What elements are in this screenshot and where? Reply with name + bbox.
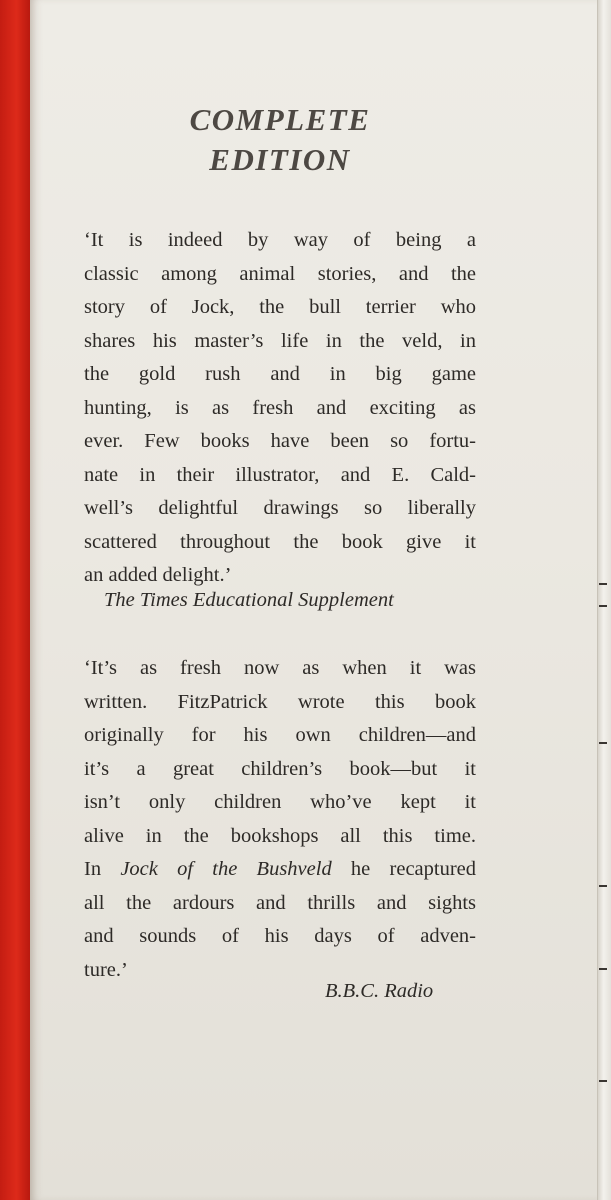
title-line-1: COMPLETE: [189, 102, 371, 137]
quote-line: it’s a great children’s book—but it: [84, 757, 476, 780]
review-quote-times: [84, 224, 476, 593]
quote-line: and sounds of his days of adven-: [84, 925, 476, 947]
quote-line: hunting, is as fresh and exciting as: [84, 396, 476, 419]
edge-mark: [599, 1080, 607, 1082]
quote-line: an added delight.’: [84, 564, 232, 586]
quote-line: alive in the bookshops all this time.: [84, 824, 476, 847]
quote-line: ‘It is indeed by way of being a: [84, 229, 476, 251]
attribution-times: The Times Educational Supplement: [104, 589, 394, 611]
quote-line: the gold rush and in big game: [84, 363, 476, 385]
quote-line: story of Jock, the bull terrier who: [84, 296, 476, 318]
red-spine: [0, 0, 30, 1200]
edge-mark: [599, 742, 607, 744]
quote-line: ture.’: [84, 958, 128, 981]
quote-line: classic among animal stories, and the: [84, 262, 476, 285]
edge-mark: [599, 583, 607, 585]
quote-line: scattered throughout the book give it: [84, 530, 476, 553]
quote-text: he recaptured: [331, 858, 477, 880]
quote-line: shares his master’s life in the veld, in: [84, 329, 476, 352]
title-line-2: EDITION: [209, 142, 351, 177]
edge-mark: [599, 968, 607, 970]
quote-line: ‘It’s as fresh now as when it was: [84, 657, 476, 679]
book-title: Jock of the Bushveld: [120, 858, 332, 880]
quote-line: isn’t only children who’ve kept it: [84, 791, 476, 813]
quote-line: originally for his own children—and: [84, 724, 476, 746]
quote-line: all the ardours and thrills and sights: [84, 891, 476, 914]
quote-text: In: [84, 858, 121, 880]
attribution-bbc: B.B.C. Radio: [325, 980, 434, 1002]
quote-line: well’s delightful drawings so liberally: [84, 497, 476, 519]
quote-line: nate in their illustrator, and E. Cald-: [84, 463, 476, 486]
quote-line: ever. Few books have been so fortu-: [84, 430, 476, 452]
quote-line: written. FitzPatrick wrote this book: [84, 690, 476, 713]
edition-title: [120, 100, 440, 180]
quote-line-with-title: [84, 853, 476, 887]
edge-mark: [599, 605, 607, 607]
review-quote-bbc: [84, 652, 476, 987]
edge-mark: [599, 885, 607, 887]
page-edge: [597, 0, 611, 1200]
